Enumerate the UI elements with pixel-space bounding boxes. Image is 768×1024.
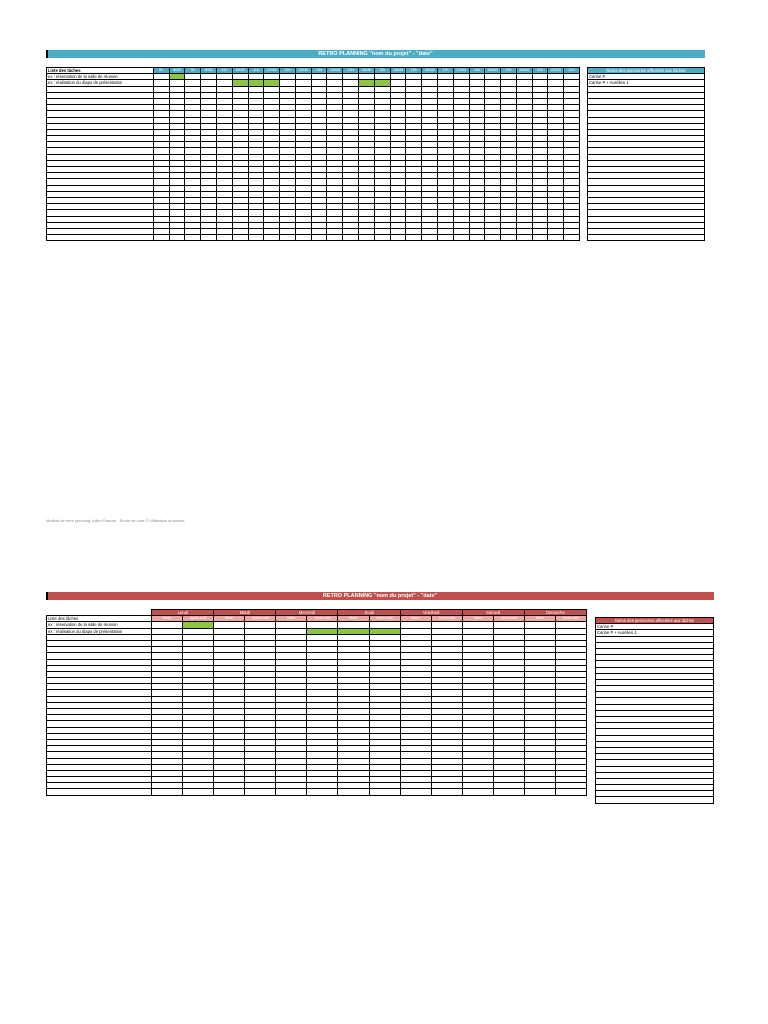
slot-header: Matin	[338, 616, 369, 622]
time-slot[interactable]	[555, 789, 586, 795]
time-slot[interactable]	[338, 789, 369, 795]
time-slot[interactable]	[524, 789, 555, 795]
task-row	[47, 235, 580, 241]
hour-header: 15h	[374, 68, 390, 74]
person-row	[596, 797, 714, 803]
day-header: Jeudi	[338, 610, 400, 616]
hour-header: 9h	[185, 68, 201, 74]
time-slot[interactable]	[369, 789, 400, 795]
hour-header: 8h30	[169, 68, 185, 74]
hour-header: 14h30	[359, 68, 375, 74]
person-cell[interactable]: Carine P + Aurélien J.	[588, 80, 705, 86]
time-slot[interactable]	[548, 235, 564, 241]
person-cell[interactable]	[588, 235, 705, 241]
time-slot[interactable]	[462, 789, 493, 795]
time-slot[interactable]	[201, 235, 217, 241]
time-slot[interactable]	[532, 235, 548, 241]
slot-header: Après-midi	[245, 616, 276, 622]
time-slot[interactable]	[406, 235, 422, 241]
task-name-cell[interactable]: ex : réalisation du diapo de présentation	[47, 80, 154, 86]
slot-header: Matin	[400, 616, 431, 622]
time-slot[interactable]	[564, 235, 580, 241]
time-slot[interactable]	[431, 789, 462, 795]
time-slot[interactable]	[437, 235, 453, 241]
time-slot[interactable]	[169, 235, 185, 241]
time-slot[interactable]	[295, 235, 311, 241]
time-slot[interactable]	[422, 235, 438, 241]
planning1-title-banner	[46, 50, 705, 58]
task-list-header: Liste des tâches	[47, 68, 154, 74]
day-header: Mardi	[214, 610, 276, 616]
slot-header: Matin	[524, 616, 555, 622]
slot-header: Matin	[462, 616, 493, 622]
hour-header: 11h30	[264, 68, 280, 74]
time-slot[interactable]	[152, 789, 183, 795]
time-slot[interactable]	[311, 235, 327, 241]
hour-header: 13h30	[327, 68, 343, 74]
hour-header: 10h	[217, 68, 233, 74]
time-slot[interactable]	[400, 789, 431, 795]
slot-header: Après-midi	[555, 616, 586, 622]
time-slot[interactable]	[485, 235, 501, 241]
time-slot[interactable]	[217, 235, 233, 241]
day-header: Dimanche	[524, 610, 586, 616]
day-header: Mercredi	[276, 610, 338, 616]
time-slot[interactable]	[453, 235, 469, 241]
time-slot[interactable]	[374, 235, 390, 241]
time-slot[interactable]	[214, 789, 245, 795]
person-row	[588, 235, 705, 241]
planning2-title-banner	[46, 592, 714, 600]
hour-header: 12h	[280, 68, 296, 74]
slot-header: Matin	[152, 616, 183, 622]
time-slot[interactable]	[248, 235, 264, 241]
hour-header: 17h30	[453, 68, 469, 74]
hour-header: 15h30	[390, 68, 406, 74]
time-slot[interactable]	[153, 235, 169, 241]
planning2-persons-table	[595, 617, 714, 804]
day-header: Vendredi	[400, 610, 462, 616]
hour-header: 20h	[532, 68, 548, 74]
planning1-title: RETRO PLANNING "nom du projet" - "date"	[318, 51, 433, 57]
task-name-cell[interactable]: ex : réservation de la salle de réunion	[47, 622, 152, 628]
persons-header: Noms des personnes affectées aux tâches	[588, 68, 705, 74]
slot-header: Après-midi	[307, 616, 338, 622]
slot-header: Matin	[214, 616, 245, 622]
planning2-task-grid	[46, 609, 587, 796]
time-slot[interactable]	[264, 235, 280, 241]
time-slot[interactable]	[280, 235, 296, 241]
day-header: Lundi	[152, 610, 214, 616]
hour-header: 18h	[469, 68, 485, 74]
hour-header: 18h30	[485, 68, 501, 74]
hour-header: 10h30	[232, 68, 248, 74]
footnote: Modèle de retro planning Julien Pascoe - Boole de cure © Utilisation autorisée	[46, 518, 185, 523]
slot-header: Après-midi	[431, 616, 462, 622]
task-list-header: Liste des tâches	[47, 616, 152, 622]
person-cell[interactable]: Carine P.	[588, 74, 705, 80]
hour-header: 8h	[153, 68, 169, 74]
hour-header: 20h30	[548, 68, 564, 74]
planning1-persons-table	[587, 67, 705, 241]
person-cell[interactable]: Carine P.	[596, 624, 714, 630]
planning2-title: RETRO PLANNING "nom du projet" - "date"	[322, 593, 438, 599]
time-slot[interactable]	[493, 789, 524, 795]
hour-header: 17h	[437, 68, 453, 74]
slot-header: Matin	[276, 616, 307, 622]
slot-header: Après-midi	[493, 616, 524, 622]
hour-header: 9h30	[201, 68, 217, 74]
task-name-cell[interactable]	[47, 789, 152, 795]
planning1-task-grid	[46, 67, 580, 241]
hour-header: 12h30	[295, 68, 311, 74]
hour-header: 16h30	[422, 68, 438, 74]
task-name-cell[interactable]: ex : réservation de la salle de réunion	[47, 74, 154, 80]
slot-header: Après-midi	[369, 616, 400, 622]
time-slot[interactable]	[276, 789, 307, 795]
time-slot[interactable]	[327, 235, 343, 241]
time-slot[interactable]	[307, 789, 338, 795]
time-slot[interactable]	[390, 235, 406, 241]
persons-header: Noms des personnes affectées aux tâches	[596, 618, 714, 624]
time-slot[interactable]	[232, 235, 248, 241]
slot-header: Après-midi	[183, 616, 214, 622]
time-slot[interactable]	[343, 235, 359, 241]
hour-header: 11h	[248, 68, 264, 74]
time-slot[interactable]	[359, 235, 375, 241]
task-name-cell[interactable]: ex : réalisation du diapo de présentation	[47, 628, 152, 634]
day-header: Samedi	[462, 610, 524, 616]
task-row	[47, 789, 587, 795]
hour-header: 13h	[311, 68, 327, 74]
time-slot[interactable]	[183, 789, 214, 795]
hour-header: 19h30	[516, 68, 532, 74]
person-cell[interactable]: Carine P + Aurélien J.	[596, 630, 714, 636]
hour-header: 21h	[564, 68, 580, 74]
time-slot[interactable]	[516, 235, 532, 241]
time-slot[interactable]	[469, 235, 485, 241]
person-cell[interactable]	[596, 797, 714, 803]
hour-header: 19h	[501, 68, 517, 74]
hour-header: 14h	[343, 68, 359, 74]
time-slot[interactable]	[501, 235, 517, 241]
hour-header: 16h	[406, 68, 422, 74]
time-slot[interactable]	[185, 235, 201, 241]
task-name-cell[interactable]	[47, 235, 154, 241]
time-slot[interactable]	[245, 789, 276, 795]
